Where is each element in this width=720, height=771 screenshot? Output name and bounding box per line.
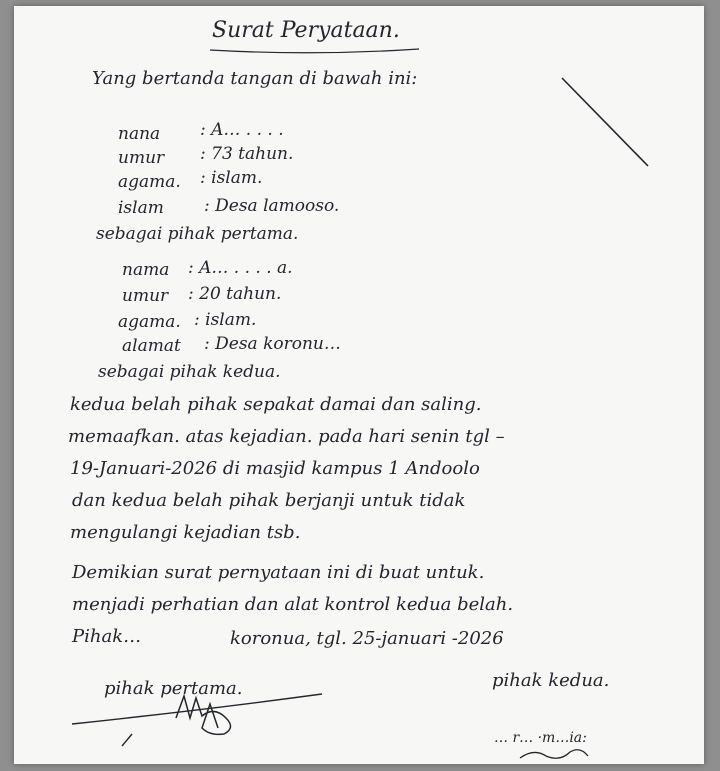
letter-page <box>14 6 704 764</box>
first-party-role: sebagai pihak pertama. <box>96 224 299 244</box>
second-age-value: : 20 tahun. <box>188 284 282 304</box>
second-party-name: … r… ·m…ia: <box>494 730 587 746</box>
second-address-value: : Desa koronu… <box>204 334 341 354</box>
first-age-label: umur <box>118 148 165 168</box>
second-name-value: : A… . . . . a. <box>188 258 293 278</box>
closing-line-1: Demikian surat pernyataan ini di buat untuk. <box>72 562 485 583</box>
first-religion-label: agama. <box>118 172 181 192</box>
body-line-5: mengulangi kejadian tsb. <box>70 522 301 543</box>
first-religion-value: : islam. <box>200 168 263 188</box>
body-line-1: kedua belah pihak sepakat damai dan saling. <box>70 394 482 415</box>
opening-line: Yang bertanda tangan di bawah ini: <box>92 68 418 89</box>
closing-end: Pihak… <box>72 626 142 647</box>
second-religion-value: : islam. <box>194 310 257 330</box>
second-address-label: alamat <box>122 336 181 356</box>
first-party-signature-label: pihak pertama. <box>104 678 243 699</box>
second-religion-label: agama. <box>118 312 181 332</box>
first-address-value: : Desa lamooso. <box>204 196 340 216</box>
first-age-value: : 73 tahun. <box>200 144 294 164</box>
body-line-2: memaafkan. atas kejadian. pada hari senin tgl – <box>68 426 505 447</box>
body-line-4: dan kedua belah pihak berjanji untuk tidak <box>72 490 466 511</box>
body-line-3: 19-Januari-2026 di masjid kampus 1 Andoolo <box>70 458 480 479</box>
second-party-role: sebagai pihak kedua. <box>98 362 281 382</box>
second-party-signature-label: pihak kedua. <box>492 670 610 691</box>
first-address-label: islam <box>118 198 164 218</box>
letter-title: Surat Peryataan. <box>212 18 400 43</box>
place-date: koronua, tgl. 25-januari -2026 <box>230 628 504 649</box>
first-name-value: : A… . . . . <box>200 120 284 140</box>
second-name-label: nama <box>122 260 170 280</box>
handwriting-marks <box>14 6 704 764</box>
second-age-label: umur <box>122 286 169 306</box>
first-name-label: nana <box>118 124 161 144</box>
closing-line-2: menjadi perhatian dan alat kontrol kedua belah. <box>72 594 514 615</box>
